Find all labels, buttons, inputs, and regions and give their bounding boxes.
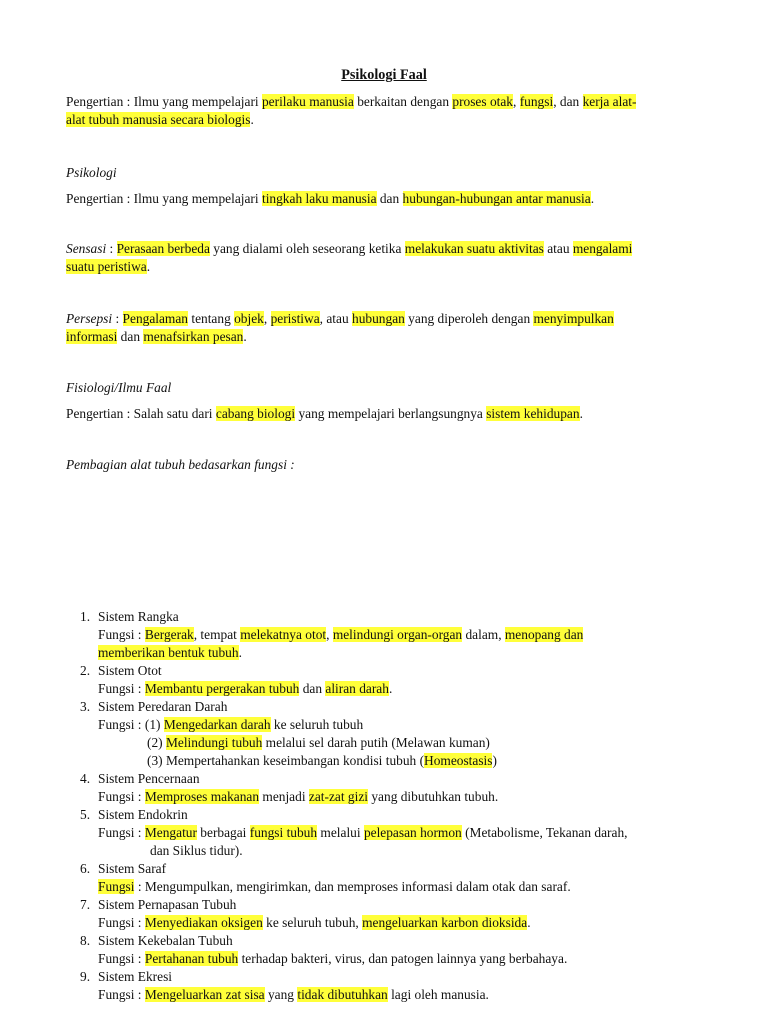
system-name: Sistem Rangka — [98, 609, 179, 624]
list-number: 6. — [80, 861, 91, 876]
page-title: Psikologi Faal — [341, 67, 427, 83]
list-number: 9. — [80, 969, 91, 984]
fungsi-napas: Fungsi : Menyediakan oksigen ke seluruh tubuh, mengeluarkan karbon dioksida. — [98, 915, 531, 930]
sensasi-line-2: suatu peristiwa. — [66, 259, 151, 274]
fungsi-rangka-1: Fungsi : Bergerak, tempat melekatnya otot, melindungi organ-organ dalam, menopang dan — [98, 627, 584, 642]
list-number: 8. — [80, 933, 91, 948]
fungsi-darah-3: (3) Mempertahankan keseimbangan kondisi tubuh (Homeostasis) — [147, 753, 497, 768]
fungsi-otot: Fungsi : Membantu pergerakan tubuh dan aliran darah. — [98, 681, 393, 696]
intro-label: Pengertian : — [66, 94, 134, 109]
system-name: Sistem Ekresi — [98, 969, 173, 984]
system-name: Sistem Peredaran Darah — [98, 699, 228, 714]
sensasi-term: Sensasi — [66, 241, 107, 256]
system-name: Sistem Saraf — [98, 861, 167, 876]
fisiologi-definition: Pengertian : Salah satu dari cabang biologi yang mempelajari berlangsungnya sistem kehidupan. — [66, 406, 583, 421]
system-name: Sistem Endokrin — [98, 807, 188, 822]
list-number: 5. — [80, 807, 91, 822]
list-number: 4. — [80, 771, 91, 786]
system-name: Sistem Pernapasan Tubuh — [98, 897, 237, 912]
persepsi-line-2: informasi dan menafsirkan pesan. — [66, 329, 247, 344]
list-number: 1. — [80, 609, 91, 624]
fungsi-rangka-2: memberikan bentuk tubuh. — [98, 645, 242, 660]
system-name: Sistem Kekebalan Tubuh — [98, 933, 233, 948]
list-number: 3. — [80, 699, 91, 714]
fungsi-darah-2: (2) Melindungi tubuh melalui sel darah putih (Melawan kuman) — [147, 735, 490, 750]
list-number: 2. — [80, 663, 91, 678]
persepsi-line-1: Persepsi : Pengalaman tentang objek, peristiwa, atau hubungan yang diperoleh dengan menyimpulkan — [66, 311, 614, 326]
intro-line-1: Pengertian : Ilmu yang mempelajari perilaku manusia berkaitan dengan proses otak, fungsi, dan kerja alat- — [66, 94, 637, 109]
fungsi-endokrin-1: Fungsi : Mengatur berbagai fungsi tubuh melalui pelepasan hormon (Metabolisme, Tekanan darah, — [98, 825, 628, 840]
system-name: Sistem Otot — [98, 663, 162, 678]
psikologi-definition: Pengertian : Ilmu yang mempelajari tingkah laku manusia dan hubungan-hubungan antar manusia. — [66, 191, 595, 206]
fungsi-ekresi: Fungsi : Mengeluarkan zat sisa yang tidak dibutuhkan lagi oleh manusia. — [98, 987, 489, 1002]
intro-line-2: alat tubuh manusia secara biologis. — [66, 112, 254, 127]
fungsi-darah-1: Fungsi : (1) Mengedarkan darah ke seluruh tubuh — [98, 717, 364, 732]
fisiologi-heading: Fisiologi/Ilmu Faal — [66, 380, 172, 395]
sensasi-line-1: Sensasi : Perasaan berbeda yang dialami oleh seseorang ketika melakukan suatu aktivitas atau mengalami — [66, 241, 633, 256]
fungsi-saraf: Fungsi : Mengumpulkan, mengirimkan, dan memproses informasi dalam otak dan saraf. — [98, 879, 571, 894]
fungsi-endokrin-2: dan Siklus tidur). — [150, 843, 243, 858]
fungsi-kebal: Fungsi : Pertahanan tubuh terhadap bakteri, virus, dan patogen lainnya yang berbahaya. — [98, 951, 568, 966]
fungsi-cerna: Fungsi : Memproses makanan menjadi zat-zat gizi yang dibutuhkan tubuh. — [98, 789, 499, 804]
persepsi-term: Persepsi — [66, 311, 113, 326]
system-name: Sistem Pencernaan — [98, 771, 200, 786]
psikologi-heading: Psikologi — [66, 165, 117, 180]
pembagian-heading: Pembagian alat tubuh bedasarkan fungsi : — [66, 457, 295, 472]
list-number: 7. — [80, 897, 91, 912]
